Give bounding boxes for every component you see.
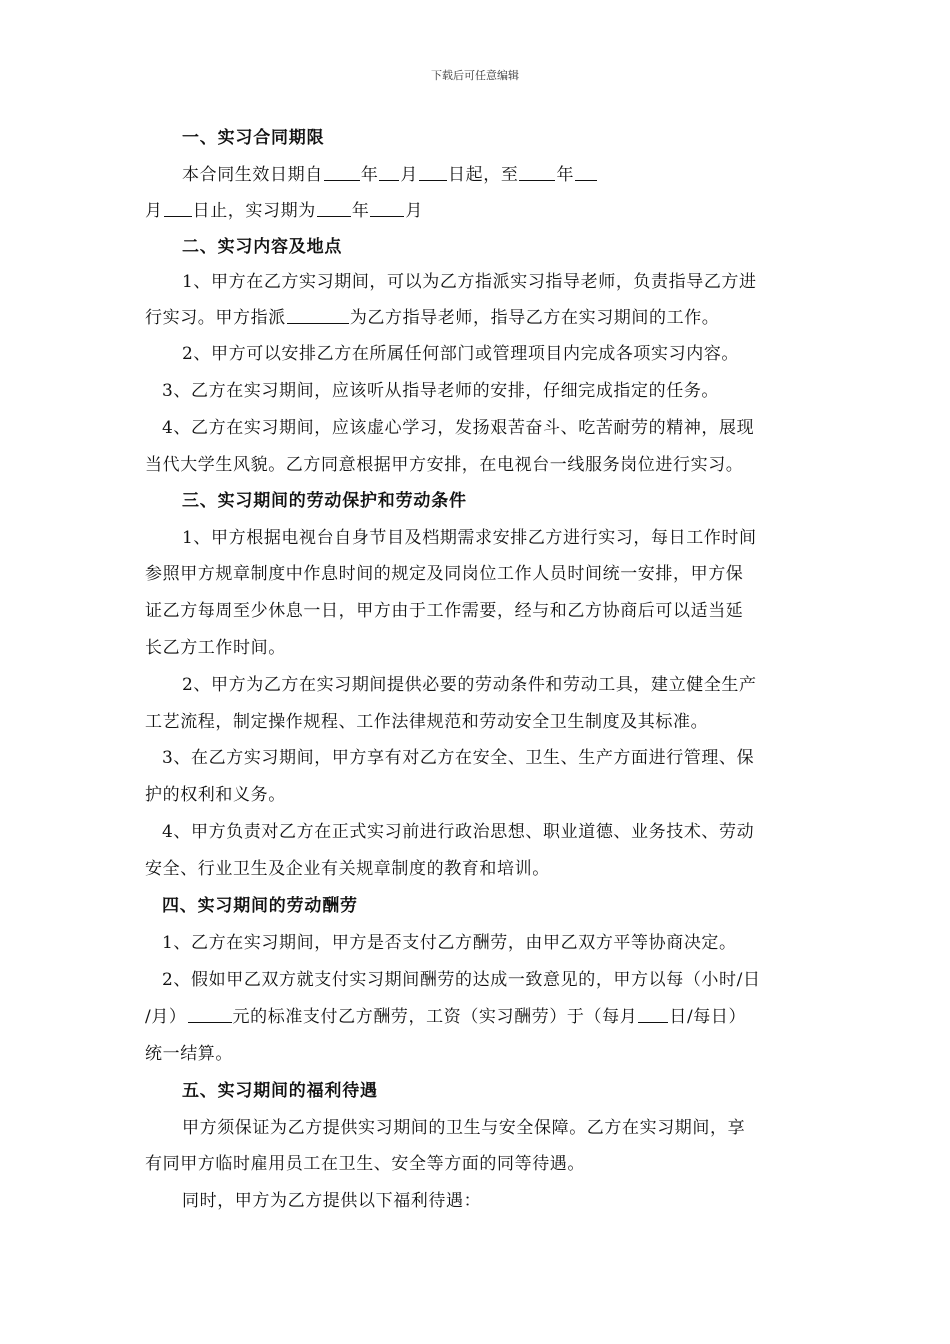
amount-blank[interactable] [188, 1005, 232, 1023]
period-year-blank[interactable] [317, 199, 351, 217]
section-1-title: 一、实习合同期限 [182, 128, 325, 148]
s2-item4-line2: 当代大学生风貌。乙方同意根据甲方安排，在电视台一线服务岗位进行实习。 [145, 455, 744, 475]
page-header: 下载后可任意编辑 [431, 69, 519, 82]
end-day-label: 日止，实习期为 [192, 201, 316, 221]
year-label: 年 [360, 165, 379, 185]
s2-item1-line1: 1、甲方在乙方实习期间，可以为乙方指派实习指导老师，负责指导乙方进 [182, 272, 757, 292]
s4-item2-line2 [145, 1005, 746, 1029]
s5-para2: 同时，甲方为乙方提供以下福利待遇： [182, 1191, 482, 1211]
s2-item1-text-a: 行实习。甲方指派 [145, 308, 286, 328]
term-line-1 [182, 163, 598, 187]
day-label: 日起，至 [448, 165, 519, 185]
day-blank[interactable] [419, 163, 447, 181]
s2-item2: 2、甲方可以安排乙方在所属任何部门或管理项目内完成各项实习内容。 [182, 344, 740, 364]
end-day-blank[interactable] [164, 199, 192, 217]
s3-item3-line1: 3、在乙方实习期间，甲方享有对乙方在安全、卫生、生产方面进行管理、保 [162, 748, 755, 768]
period-year-label: 年 [351, 201, 370, 221]
s3-item1-line1: 1、甲方根据电视台自身节目及档期需求安排乙方进行实习，每日工作时间 [182, 528, 757, 548]
period-month-label: 月 [405, 201, 424, 221]
s2-item3: 3、乙方在实习期间，应该听从指导老师的安排，仔细完成指定的任务。 [162, 381, 720, 401]
s3-item1-line4: 长乙方工作时间。 [145, 638, 286, 658]
s4-item2-text-b: 元的标准支付乙方酬劳，工资（实习酬劳）于（每月 [232, 1007, 638, 1027]
s3-item1-line3: 证乙方每周至少休息一日，甲方由于工作需要，经与和乙方协商后可以适当延 [145, 601, 744, 621]
section-2-title: 二、实习内容及地点 [182, 237, 343, 257]
month-label: 月 [400, 165, 419, 185]
year-blank[interactable] [324, 163, 360, 181]
section-4-title: 四、实习期间的劳动酬劳 [162, 896, 358, 916]
s3-item3-line2: 护的权利和义务。 [145, 785, 286, 805]
s2-item4-line1: 4、乙方在实习期间，应该虚心学习，发扬艰苦奋斗、吃苦耐劳的精神，展现 [162, 418, 755, 438]
term-line-2 [145, 199, 423, 223]
month-blank[interactable] [379, 163, 399, 181]
s2-item1-text-b: 为乙方指导老师，指导乙方在实习期间的工作。 [349, 308, 720, 328]
s2-item1-line2 [145, 306, 719, 330]
end-month-label: 月 [145, 201, 163, 221]
period-month-blank[interactable] [370, 199, 404, 217]
s3-item4-line1: 4、甲方负责对乙方在正式实习前进行政治思想、职业道德、业务技术、劳动 [162, 822, 755, 842]
s4-item2-text-c: 日/每日） [669, 1007, 747, 1027]
section-3-title: 三、实习期间的劳动保护和劳动条件 [182, 491, 467, 511]
pay-day-blank[interactable] [638, 1005, 668, 1023]
s4-item2-line3: 统一结算。 [145, 1044, 233, 1064]
s3-item4-line2: 安全、行业卫生及企业有关规章制度的教育和培训。 [145, 859, 550, 879]
s5-para1-line1: 甲方须保证为乙方提供实习期间的卫生与安全保障。乙方在实习期间，享 [182, 1118, 746, 1138]
end-year-label: 年 [556, 165, 575, 185]
section-5-title: 五、实习期间的福利待遇 [182, 1081, 378, 1101]
s5-para1-line2: 有同甲方临时雇用员工在卫生、安全等方面的同等待遇。 [145, 1154, 585, 1174]
s4-item1: 1、乙方在实习期间，甲方是否支付乙方酬劳，由甲乙双方平等协商决定。 [162, 933, 737, 953]
s4-item2-line1: 2、假如甲乙双方就支付实习期间酬劳的达成一致意见的，甲方以每（小时/日 [162, 970, 761, 990]
s4-item2-text-a: /月） [145, 1007, 187, 1027]
end-month-blank[interactable] [575, 163, 597, 181]
s3-item1-line2: 参照甲方规章制度中作息时间的规定及同岗位工作人员时间统一安排，甲方保 [145, 564, 744, 584]
s3-item2-line1: 2、甲方为乙方在实习期间提供必要的劳动条件和劳动工具，建立健全生产 [182, 675, 757, 695]
term-text-start: 本合同生效日期自 [182, 165, 323, 185]
advisor-blank[interactable] [287, 306, 349, 324]
end-year-blank[interactable] [519, 163, 555, 181]
s3-item2-line2: 工艺流程，制定操作规程、工作法律规范和劳动安全卫生制度及其标准。 [145, 712, 709, 732]
